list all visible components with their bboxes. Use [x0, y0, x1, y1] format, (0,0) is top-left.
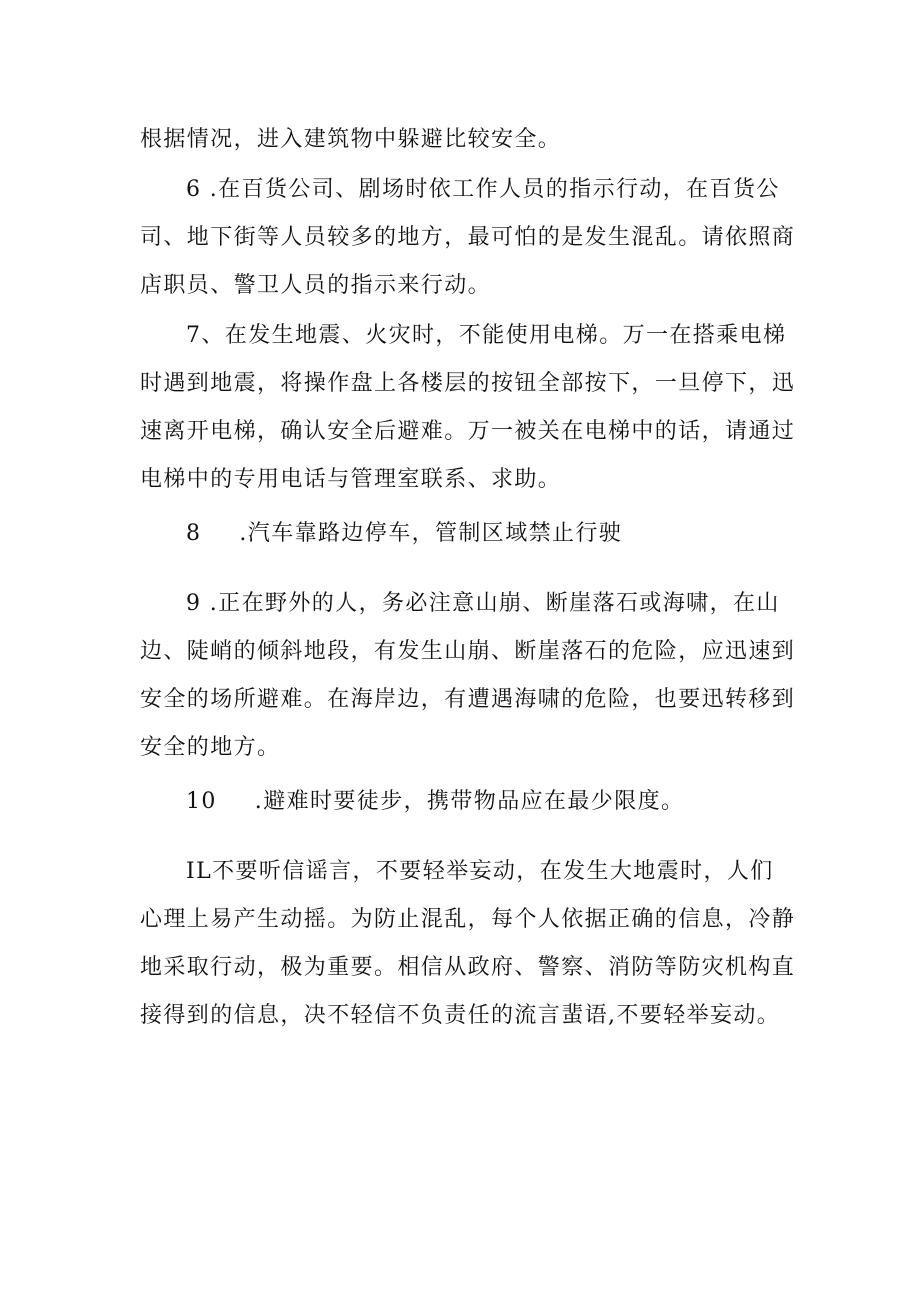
paragraph-line: 店职员、警卫人员的指示来行动。	[140, 273, 492, 298]
list-item-10	[186, 786, 836, 818]
item-text: .避难时要徒步，携带物品应在最少限度。	[254, 789, 685, 814]
paragraph-line: 时遇到地震，将操作盘上各楼层的按钮全部按下，一旦停下，迅	[140, 371, 796, 396]
paragraph-line: 电梯中的专用电话与管理室联系、求助。	[140, 467, 562, 492]
item-number: 10	[186, 789, 217, 814]
paragraph-line: 9 .正在野外的人，务必注意山崩、断崖落石或海啸，在山	[186, 591, 780, 616]
paragraph-line: 安全的地方。	[140, 735, 281, 760]
paragraph-line: 心理上易产生动摇。为防止混乱，每个人依据正确的信息，冷静	[140, 907, 796, 932]
paragraph-line: IL不要听信谣言，不要轻举妄动，在发生大地震时，人们	[186, 859, 774, 884]
paragraph-line: 根据情况，进入建筑物中躲避比较安全。	[140, 127, 562, 152]
paragraph-line: 7、在发生地震、火灾时，不能使用电梯。万一在搭乘电梯	[186, 323, 787, 348]
paragraph-line: 6 .在百货公司、剧场时依工作人员的指示行动，在百货公	[186, 177, 780, 202]
list-item-8	[186, 518, 836, 550]
paragraph-line: 司、地下街等人员较多的地方，最可怕的是发生混乱。请依照商	[140, 225, 796, 250]
paragraph-line: 安全的场所避难。在海岸边，有遭遇海啸的危险，也要迅转移到	[140, 687, 796, 712]
paragraph-line: 接得到的信息，决不轻信不负责任的流言蜚语,不要轻举妄动。	[140, 1003, 781, 1028]
paragraph-line: 边、陡峭的倾斜地段，有发生山崩、断崖落石的危险，应迅速到	[140, 639, 796, 664]
item-text: .汽车靠路边停车，管制区域禁止行驶	[239, 521, 623, 546]
paragraph-line: 速离开电梯，确认安全后避难。万一被关在电梯中的话，请通过	[140, 419, 796, 444]
item-number: 8	[186, 521, 202, 546]
paragraph-line: 地采取行动，极为重要。相信从政府、警察、消防等防灾机构直	[140, 955, 796, 980]
